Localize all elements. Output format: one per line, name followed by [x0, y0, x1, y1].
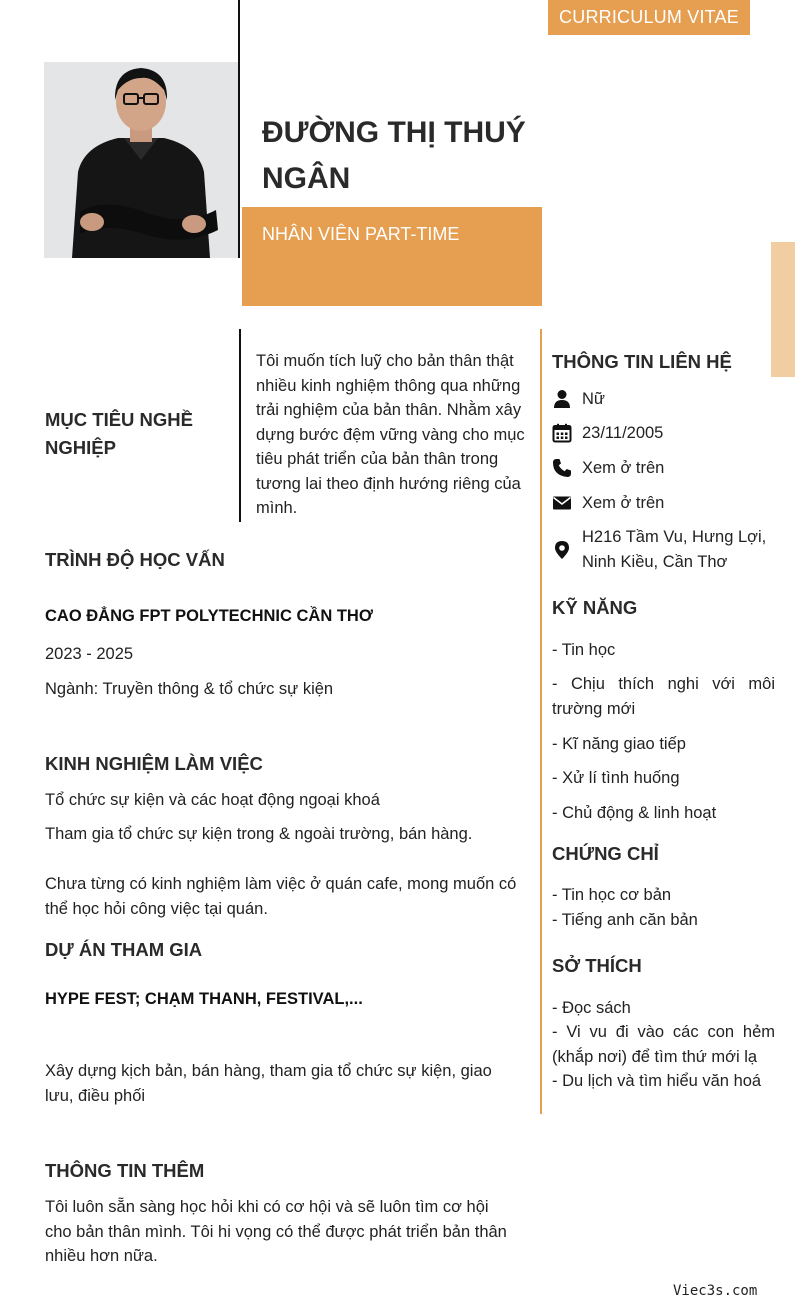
project-description: Xây dựng kịch bản, bán hàng, tham gia tổ chức sự kiện, giao lưu, điều phối [45, 1062, 492, 1105]
extra-info-text: Tôi luôn sẵn sàng học hỏi khi có cơ hội và sẽ luôn tìm cơ hội cho bản thân mình. Tôi hi vọng có thể được phát triển bản thân nhiều hơn nữa. [45, 1198, 507, 1265]
skill-item: - Tin học [552, 641, 616, 659]
profile-photo [44, 62, 238, 258]
contact-address [552, 525, 772, 574]
cv-title-tag: CURRICULUM VITAE [548, 0, 750, 35]
objective-text: Tôi muốn tích luỹ cho bản thân thật nhiều kinh nghiệm thông qua những trải nghiệm của bản thân. Nhằm xây dựng bước đệm vững vàng cho mục tiêu phát triển của bản thân trong tương lai theo định hướng riêng của mình. [256, 352, 525, 517]
experience-heading: KINH NGHIỆM LÀM VIỆC [45, 753, 263, 774]
education-heading: TRÌNH ĐỘ HỌC VẤN [45, 549, 225, 570]
job-title: NHÂN VIÊN PART-TIME [262, 224, 460, 244]
school-name: CAO ĐẲNG FPT POLYTECHNIC CẦN THƠ [45, 607, 373, 625]
column-divider [540, 329, 542, 1114]
contact-phone [552, 456, 664, 481]
skill-item: - Chịu thích nghi với môi trường mới [552, 675, 775, 718]
person-icon [552, 389, 572, 409]
education-major: Ngành: Truyền thông & tổ chức sự kiện [45, 680, 334, 698]
phone-value: Xem ở trên [582, 459, 665, 477]
contact-dob [552, 421, 663, 446]
extra-info-heading: THÔNG TIN THÊM [45, 1160, 205, 1181]
project-title: HYPE FEST; CHẠM THANH, FESTIVAL,... [45, 990, 363, 1008]
contact-heading: THÔNG TIN LIÊN HỆ [552, 351, 732, 372]
hobby-item: - Đọc sách [552, 999, 631, 1017]
role-banner [242, 207, 542, 306]
candidate-name: ĐƯỜNG THỊ THUÝ NGÂN [262, 116, 526, 195]
certificates-heading: CHỨNG CHỈ [552, 843, 659, 864]
side-accent-tab [771, 242, 795, 377]
skills-heading: KỸ NĂNG [552, 597, 638, 618]
skill-item: - Chủ động & linh hoạt [552, 804, 717, 822]
certificate-item: - Tin học cơ bản [552, 886, 672, 904]
objective-heading: MỤC TIÊU NGHỀ NGHIỆP [45, 409, 193, 458]
education-years: 2023 - 2025 [45, 645, 134, 663]
contact-gender [552, 387, 605, 412]
hobby-item: - Du lịch và tìm hiểu văn hoá [552, 1072, 762, 1090]
calendar-icon [552, 423, 572, 443]
dob-value: 23/11/2005 [582, 424, 664, 442]
phone-icon [552, 458, 572, 478]
hobbies-heading: SỞ THÍCH [552, 955, 642, 976]
hobby-item: - Vi vu đi vào các con hẻm (khắp nơi) để tìm thứ mới lạ [552, 1023, 775, 1066]
envelope-icon [552, 493, 572, 513]
experience-line-2: Tham gia tổ chức sự kiện trong & ngoài trường, bán hàng. [45, 825, 473, 843]
certificate-item: - Tiếng anh căn bản [552, 911, 698, 929]
location-pin-icon [552, 540, 572, 560]
objective-divider [239, 329, 241, 522]
gender-value: Nữ [582, 390, 605, 408]
footer-brand: Viec3s.com [673, 1283, 758, 1299]
header-divider [238, 0, 240, 258]
person-photo-illustration [44, 62, 238, 258]
contact-email [552, 491, 664, 516]
experience-line-3: Chưa từng có kinh nghiệm làm việc ở quán cafe, mong muốn có thể học hỏi công việc tại quán. [45, 875, 517, 918]
email-value: Xem ở trên [582, 494, 665, 512]
experience-line-1: Tổ chức sự kiện và các hoạt động ngoại khoá [45, 791, 380, 809]
skill-item: - Xử lí tình huống [552, 769, 680, 787]
address-value: H216 Tầm Vu, Hưng Lợi, Ninh Kiều, Cần Thơ [582, 528, 767, 571]
projects-heading: DỰ ÁN THAM GIA [45, 939, 203, 960]
skill-item: - Kĩ năng giao tiếp [552, 735, 686, 753]
